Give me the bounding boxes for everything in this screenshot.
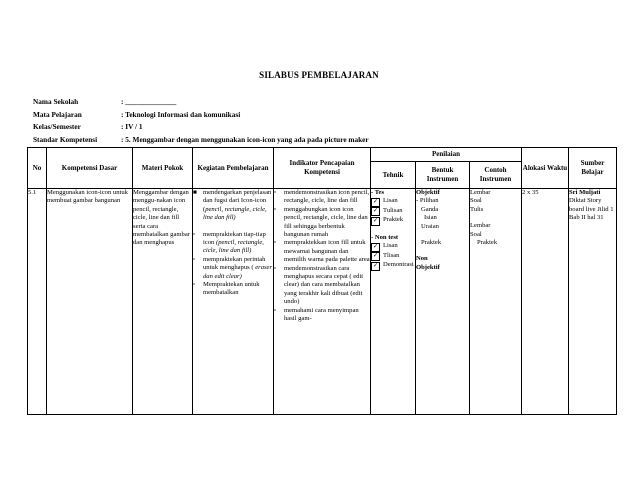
header-kompetensi: Kompetensi Dasar bbox=[47, 148, 133, 189]
page-title: SILABUS PEMBELAJARAN bbox=[259, 70, 379, 80]
list-item bbox=[371, 252, 415, 262]
list-item bbox=[193, 281, 273, 298]
header-bentuk: Bentuk Instrumen bbox=[416, 162, 470, 189]
bentuk-ganda: Ganda bbox=[421, 205, 439, 213]
info-label: Kelas/Semester bbox=[33, 122, 81, 131]
square-bullet-icon: ▫ bbox=[274, 239, 277, 247]
list-item bbox=[371, 216, 415, 226]
list-item bbox=[193, 231, 273, 256]
info-row-school bbox=[33, 96, 369, 109]
teknik-item: Lisan bbox=[383, 197, 398, 205]
square-bullet-icon: ▫ bbox=[274, 264, 277, 272]
info-label: Mata Pelajaran bbox=[33, 109, 82, 119]
indikator-text: menggabungkan icon icon pencil, rectangle, cicle, line dan fill sehingga berbentuk bangunan rumah bbox=[284, 205, 368, 239]
checkbox-checked-icon: ✓ bbox=[372, 253, 379, 260]
cell-bentuk bbox=[416, 189, 470, 415]
indikator-text: mempraktekkan icon fill untuk mewarnai bangunan dan memilih warna pada palette area bbox=[284, 239, 370, 264]
cell-kegiatan bbox=[193, 189, 274, 415]
cell-kompetensi: Menggunakan icon-icon untuk membuat gambar bangunan bbox=[47, 189, 133, 415]
square-bullet-icon: ▫ bbox=[274, 189, 277, 196]
list-item bbox=[274, 239, 370, 264]
info-value: : 5. Menggambar dengan menggunakan icon-icon yang ada pada picture maker bbox=[121, 134, 369, 144]
square-bullet-icon: ▫ bbox=[193, 230, 196, 238]
teknik-nontest-label: - Non test bbox=[371, 233, 399, 241]
list-item bbox=[193, 256, 273, 281]
teknik-tes-label: - Tes bbox=[371, 189, 385, 196]
bentuk-objektif: Objektif bbox=[416, 189, 440, 196]
header-kegiatan: Kegiatan Pembelajaran bbox=[193, 148, 274, 189]
header-sumber: Sumber Belajar bbox=[569, 148, 617, 189]
teknik-item: Demontrasi bbox=[383, 261, 414, 269]
kegiatan-text: mempraktekan perintah untuk menghapus ( bbox=[203, 255, 266, 272]
list-item bbox=[274, 265, 370, 307]
square-bullet-icon: ▫ bbox=[193, 281, 196, 289]
bentuk-isian: Isian bbox=[424, 214, 437, 222]
kegiatan-text: mempraktekan tiap-tiap icon bbox=[203, 230, 266, 247]
header-contoh: Contoh Instrumen bbox=[470, 162, 522, 189]
info-value: : Teknologi Informasi dan komunikasi bbox=[121, 109, 241, 119]
square-bullet-icon: ▫ bbox=[274, 205, 277, 213]
checkbox-checked-icon: ✓ bbox=[372, 217, 379, 224]
contoh-soal: Soal bbox=[470, 197, 482, 205]
cell-materi: Menggambar dengan menggu-nakan icon pencil, rectangle, cicle, line dan fill serta cara membatalkan gambar dan menghapus bbox=[133, 189, 193, 415]
sumber-name: Sri Muljati bbox=[569, 189, 601, 196]
cell-alokasi: 2 x 35 bbox=[522, 189, 569, 415]
list-item bbox=[371, 261, 415, 271]
bentuk-objektif: Objektif bbox=[416, 263, 440, 271]
list-item bbox=[193, 189, 273, 223]
teknik-item: Lisan bbox=[383, 242, 398, 250]
contoh-tulis: Tulis bbox=[470, 205, 484, 213]
square-bullet-icon: ▫ bbox=[193, 255, 196, 263]
kegiatan-italic: pencil, rectangle, cicle, line dan fill) bbox=[203, 205, 267, 222]
checkbox-checked-icon: ✓ bbox=[372, 208, 379, 215]
info-block bbox=[33, 96, 369, 146]
indikator-text: mendemonstrasikan icon pencil, rectangle, cicle, line dan fill bbox=[284, 189, 370, 205]
kegiatan-text: mendengarkan penjelasan dan fugsi dari Icon-icon ( bbox=[203, 189, 272, 213]
bentuk-pilihan: - Pilihan bbox=[416, 197, 439, 205]
teknik-item: Praktek bbox=[383, 216, 404, 224]
indikator-text: memahami cara menyimpan hasil gam- bbox=[284, 306, 359, 323]
info-label: Nama Sekolah bbox=[33, 97, 79, 106]
list-item bbox=[371, 242, 415, 252]
info-row-class bbox=[33, 121, 369, 134]
table-row bbox=[28, 189, 617, 415]
sumber-text: Diktat Story board live Jilid 1 Bab II hal 31 bbox=[569, 197, 614, 222]
header-alokasi: Alokasi Waktu bbox=[522, 148, 569, 189]
header-indikator: Indikator Pencapaian Kompetensi bbox=[274, 148, 371, 189]
bentuk-uraian: Uraian bbox=[421, 222, 439, 230]
contoh-praktek: Praktek bbox=[477, 239, 498, 247]
header-materi: Materi Pokok bbox=[133, 148, 193, 189]
header-no: No bbox=[28, 148, 47, 189]
info-label: Standar Kompetensi bbox=[33, 134, 98, 144]
kegiatan-text: Mempraktekan untuk membatalkan bbox=[203, 281, 260, 297]
checkbox-checked-icon: ✓ bbox=[372, 198, 379, 205]
kegiatan-italic: (pencil, rectangle, cicle, line dan fill) bbox=[203, 239, 264, 255]
cell-teknik bbox=[371, 189, 416, 415]
cell-contoh bbox=[470, 189, 522, 415]
teknik-item: Tlisan bbox=[383, 251, 400, 259]
list-item bbox=[371, 197, 415, 207]
bentuk-non: Non bbox=[416, 255, 428, 263]
bentuk-praktek: Praktek bbox=[421, 239, 442, 247]
list-item bbox=[274, 206, 370, 240]
info-value: : ______________ bbox=[121, 97, 177, 106]
indikator-text: mendemonstrasikan cara menghapus secara cepat ( edit clear) dan cara membatalkan yang terakhir kali dibuat (edit undo) bbox=[284, 264, 364, 306]
header-teknik: Tehnik bbox=[371, 162, 416, 189]
checkbox-checked-icon: ✓ bbox=[372, 262, 379, 269]
list-item bbox=[274, 307, 370, 324]
contoh-lembar: Lembar bbox=[470, 222, 491, 230]
checkbox-checked-icon: ✓ bbox=[372, 243, 379, 250]
cell-indikator bbox=[274, 189, 371, 415]
contoh-soal: Soal bbox=[470, 230, 482, 238]
square-bullet-icon: ■ bbox=[193, 189, 197, 196]
info-value: : IV / 1 bbox=[121, 122, 143, 131]
info-row-subject bbox=[33, 109, 369, 122]
list-item bbox=[274, 189, 370, 206]
info-row-standard bbox=[33, 134, 369, 147]
teknik-item: Tulisan bbox=[383, 206, 403, 214]
header-penilaian: Penilaian bbox=[371, 148, 522, 162]
square-bullet-icon: ▫ bbox=[274, 306, 277, 314]
contoh-lembar: Lembar bbox=[470, 189, 491, 196]
cell-no: 5.1 bbox=[28, 189, 47, 415]
kegiatan-italic: eraser dan edit clear) bbox=[203, 264, 273, 280]
list-item bbox=[371, 207, 415, 217]
syllabus-table bbox=[27, 147, 617, 415]
cell-sumber bbox=[569, 189, 617, 415]
